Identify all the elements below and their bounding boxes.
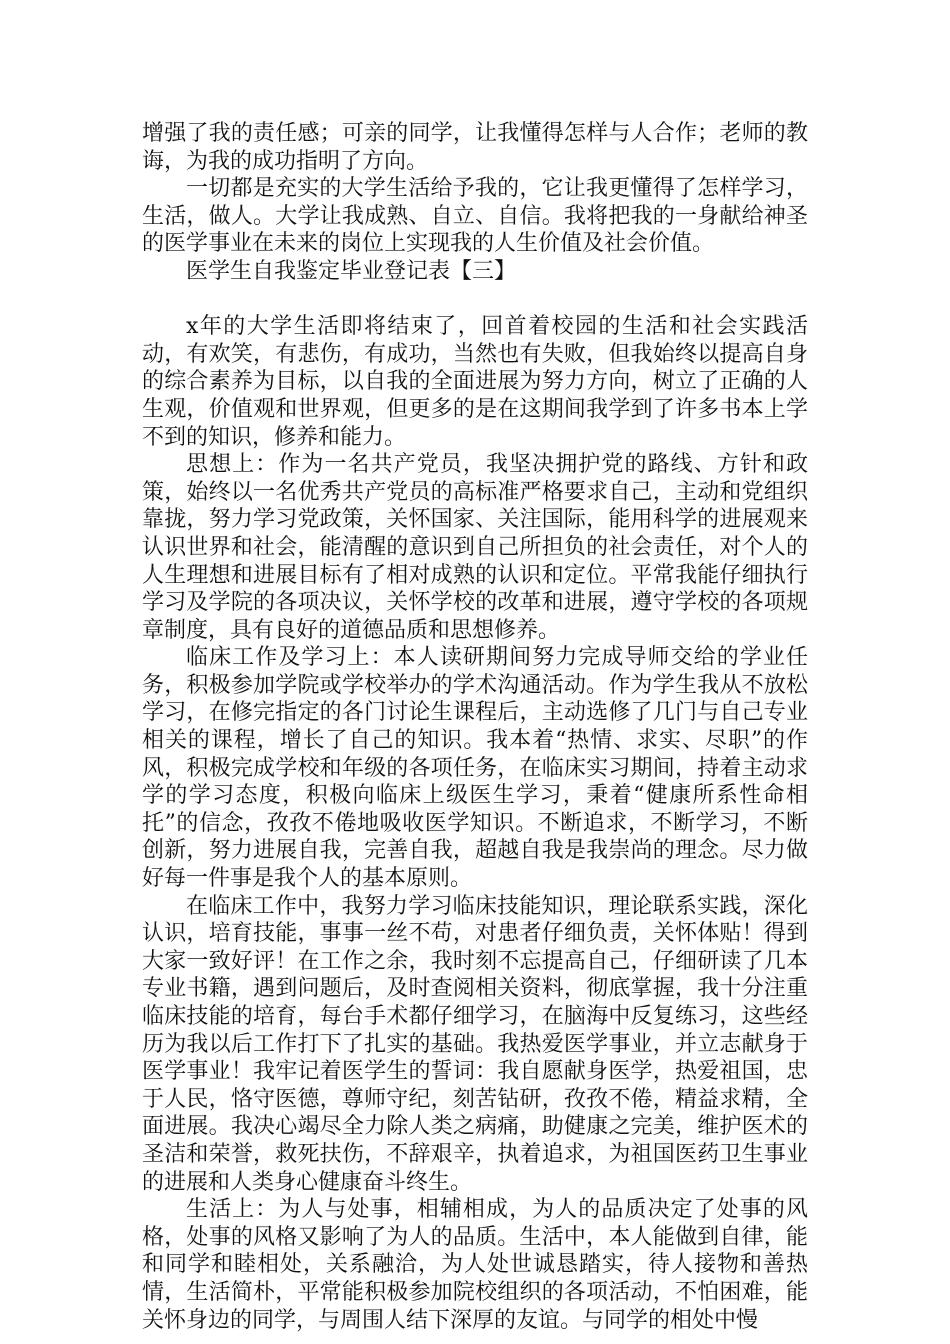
paragraph-clinical-study: 临床工作及学习上：本人读研期间努力完成导师交给的学业任务，积极参加学院或学校举办的学术沟通活动。作为学生我从不放松学习，在修完指定的各门讨论生课程后，主动选修了几门与自己专业相关的课程，增长了自己的知识。我本着“热情、求实、尽职”的作风，积极完成学校和年级的各项任务，在临床实习期间，持着主动求学的学习态度，积极向临床上级医生学习，秉着“健康所系性命相托”的信念，孜孜不倦地吸收医学知识。不断追求，不断学习，不断创新，努力进展自我，完善自我，超越自我是我崇尚的理念。尽力做好每一件事是我个人的基本原则。	[142, 645, 808, 892]
blank-line	[142, 286, 808, 314]
paragraph-clinical-work: 在临床工作中，我努力学习临床技能知识，理论联系实践，深化认识，培育技能，事事一丝不苟，对患者仔细负责，关怀体贴！得到大家一致好评！在工作之余，我时刻不忘提高自己，仔细研读了几本专业书籍，遇到问题后，及时查阅相关资料，彻底掌握，我十分注重临床技能的培育，每台手术都仔细学习，在脑海中反复练习，这些经历为我以后工作打下了扎实的基础。我热爱医学事业，并立志献身于医学事业！我牢记着医学生的誓词：我自愿献身医学，热爱祖国，忠于人民，恪守医德，尊师守纪，刻苦钻研，孜孜不倦，精益求精，全面进展。我决心竭尽全力除人类之病痛，助健康之完美，维护医术的圣洁和荣誉，救死扶伤，不辞艰辛，执着追求，为祖国医药卫生事业的进展和人类身心健康奋斗终生。	[142, 893, 808, 1195]
document-body	[142, 120, 808, 1334]
paragraph-life: 生活上：为人与处事，相辅相成，为人的品质决定了处事的风格，处事的风格又影响了为人的品质。生活中，本人能做到自律，能和同学和睦相处，关系融洽，为人处世诚恳踏实，待人接物和善热情，生活简朴，平常能积极参加院校组织的各项活动，不怕困难，能关怀身边的同学，与周围人结下深厚的友谊。与同学的相处中慢	[142, 1197, 808, 1333]
section-heading: 医学生自我鉴定毕业登记表【三】	[186, 258, 517, 284]
paragraph-ideology: 思想上：作为一名共产党员，我坚决拥护党的路线、方针和政策，始终以一名优秀共产党员的高标准严格要求自己，主动和党组织靠拢，努力学习党政策，关怀国家、关注国际，能用科学的进展观来认识世界和社会，能清醒的意识到自己所担负的社会责任，对个人的人生理想和进展目标有了相对成熟的认识和定位。平常我能仔细执行学习及学院的各项决议，关怀学校的改革和进展，遵守学校的各项规章制度，具有良好的道德品质和思想修养。	[142, 452, 808, 643]
paragraph-continuation: 增强了我的责任感；可亲的同学，让我懂得怎样与人合作；老师的教诲，为我的成功指明了方向。	[142, 121, 808, 174]
paragraph-summary: 一切都是充实的大学生活给予我的，它让我更懂得了怎样学习，生活，做人。大学让我成熟、自立、自信。我将把我的一身献给神圣的医学事业在未来的岗位上实现我的人生价值及社会价值。	[142, 176, 808, 257]
paragraph-intro: x年的大学生活即将结束了，回首着校园的生活和社会实践活动，有欢笑，有悲伤，有成功，当然也有失败，但我始终以提高自身的综合素养为目标，以自我的全面进展为努力方向，树立了正确的人生观，价值观和世界观，但更多的是在这期间我学到了许多书本上学不到的知识，修养和能力。	[142, 314, 808, 450]
